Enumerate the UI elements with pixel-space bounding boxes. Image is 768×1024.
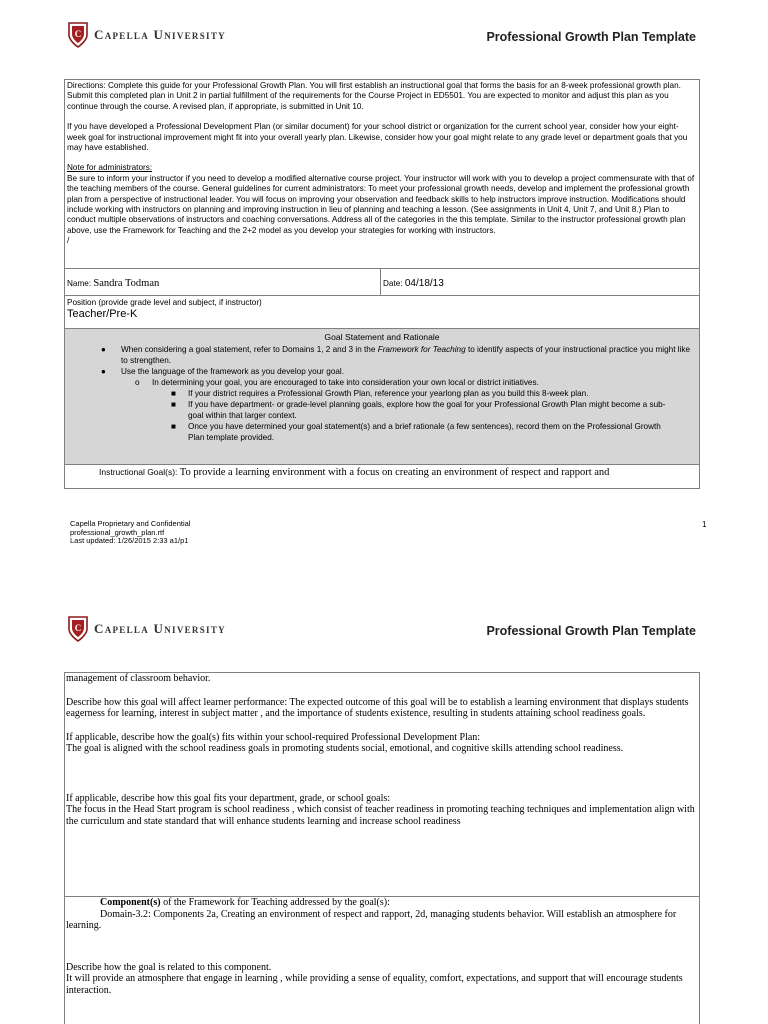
date-label: Date: [383,279,405,288]
square-bullet-icon: ■ [171,400,176,409]
bullet1-text-end: to identify aspects of your instructional practice you might like to strengthen. [121,345,691,365]
date-field[interactable] [381,269,699,295]
page2-header [0,608,768,648]
footer-updated: Last updated: 1/26/2015 2:33 a1/p1 [70,536,189,545]
date-value: 04/18/13 [404,278,444,289]
square-bullet2-text: If you have department- or grade-level planning goals, explore how the goal for your Professional Growth Plan might become a sub-goal within that larger context. [188,400,666,420]
list-item [65,377,699,388]
component-relation-label: Describe how the goal is related to this component. [66,961,272,973]
capella-logo [68,22,226,48]
bullet-icon: ● [101,367,106,376]
list-item [65,388,699,399]
instructional-goal-label: Instructional Goal(s): [99,467,180,477]
footer-filename: professional_growth_plan.rtf [70,527,165,537]
sub-bullet-text: In determining your goal, you are encouraged to take into consideration your own local or district initiatives. [152,378,539,387]
logo-text: Capella University [94,27,226,42]
directions-section [65,80,699,269]
component-heading [66,897,698,909]
square-bullet1-text: If your district requires a Professional Growth Plan, reference your yearlong plan as you build this 8-week plan. [188,389,589,398]
position-value: Teacher/Pre-K [67,308,138,320]
learner-performance-text[interactable]: Describe how this goal will affect learner performance: The expected outcome of this goal will be to establish a learning environment that displays students eagerness for learning, interest in subject matter , and the importance of students existence, resulting in students attaining school readiness goals. [66,696,689,719]
instructional-goal-value: To provide a learning environment with a focus on creating an environment of respect and rapport and [179,467,610,478]
page-title: Professional Growth Plan Template [486,30,696,44]
component-bold: Component(s) [100,897,161,908]
growth-plan-form-page1 [64,79,700,489]
name-date-row [65,269,699,296]
directions-text: Directions: Complete this guide for your Professional Growth Plan. You will first establish an instructional goal that forms the basis for an 8-week professional growth plan. Submit this completed plan in Unit 2 in partial fulfillment of the requirements for the Course Project in ED5501. You are expected to monitor and adjust this plan as you continue through the course. A revised plan, if appropriate, is submitted in Unit 10. [67,81,681,111]
component-answer[interactable]: Domain-3.2: Components 2a, Creating an environment of respect and rapport, 2d, managing students behavior. Will establish an atmosphere for learning. [66,908,677,931]
footer-confidential: Capella Proprietary and Confidential [70,519,191,528]
school-goals-answer[interactable]: The focus in the Head Start program is school readiness , which consist of teacher readiness in promoting teaching techniques and implementation align with the curriculum and state standard that will enhance students learning and increase school readiness [66,804,695,827]
circle-bullet-icon: o [135,378,140,387]
svg-text:C: C [74,623,82,633]
goal-statement-section [65,329,699,465]
goal-continuation: management of classroom behavior. [66,673,211,684]
square-bullet-icon: ■ [171,422,176,431]
bullet1-text: When considering a goal statement, refer to Domains 1, 2 and 3 in the [121,345,378,354]
component-section [65,897,699,996]
name-field[interactable] [65,269,381,295]
list-item [65,344,699,366]
admin-heading: Note for administrators: [67,163,153,173]
slash-mark: / [67,236,70,246]
list-item [65,399,699,421]
pdp-note-text: If you have developed a Professional Development Plan (or similar document) for your school district or organization for the current school year, consider how your eight-week goal for instructional improvement might fit into your overall yearly plan. Likewise, consider how your goal might relate to any grade level or department goals that you may have established. [67,122,688,153]
admin-text: Be sure to inform your instructor if you need to develop a modified alternative course project. Your instructor will work with you to develop a project commensurate with that of the teaching members of the course. General guidelines for current administrators: To meet your professional growth needs, develop and implement the professional growth plan from a perspective of instructional leader. You will focus on improving your observation and feedback skills to help instructors improve instruction. Modifications should include working with instructors on planning and improving instruction in lieu of planning and teaching a lesson. (See assignments in Unit 4, Unit 7, and Unit 8.) Plan to conduct multiple observations of instructors and coaching conversations. Address all of the categories in the this template. Similar to the instructor professional growth plan above, use the Framework for Teaching and the 2+2 model as you develop your strategies for working with instructors. [67,173,695,235]
list-item [65,366,699,377]
growth-plan-form-page2 [64,672,700,1024]
component-heading-rest: of the Framework for Teaching addressed by the goal(s): [160,897,390,908]
logo-text: Capella University [94,621,226,636]
svg-text:C: C [74,29,82,39]
square-bullet-icon: ■ [171,389,176,398]
page-number: 1 [702,520,707,529]
bullet2-text: Use the language of the framework as you develop your goal. [121,367,345,376]
shield-icon [68,22,88,48]
page1-header [0,14,768,54]
component-relation-answer[interactable]: It will provide an atmosphere that engage in learning , while providing a sense of equality, comfort, expectations, and support that will encourage students interaction. [66,973,683,996]
capella-logo [68,616,226,642]
name-value: Sandra Todman [93,278,160,289]
square-bullet3-text: Once you have determined your goal statement(s) and a brief rationale (a few sentences), record them on the Professional Growth Plan template provided. [188,422,661,442]
page-footer [70,520,191,546]
goal-section-title: Goal Statement and Rationale [324,332,440,342]
list-item [65,421,699,443]
shield-icon [68,616,88,642]
bullet-icon: ● [101,345,106,354]
instructional-goal-field[interactable] [65,465,699,481]
position-label: Position (provide grade level and subject, if instructor) [67,298,262,307]
pdp-fit-label: If applicable, describe how the goal(s) fits within your school-required Professional Development Plan: [66,731,481,743]
position-field[interactable] [65,296,699,329]
page-title: Professional Growth Plan Template [486,624,696,638]
name-label: Name: [67,279,94,288]
bullet1-italic: Framework for Teaching [377,345,466,354]
school-goals-label: If applicable, describe how this goal fits your department, grade, or school goals: [66,792,391,804]
goal-details-section [65,673,699,896]
pdp-fit-answer[interactable]: The goal is aligned with the school readiness goals in promoting students social, emotional, and cognitive skills attending school readiness. [66,743,624,754]
